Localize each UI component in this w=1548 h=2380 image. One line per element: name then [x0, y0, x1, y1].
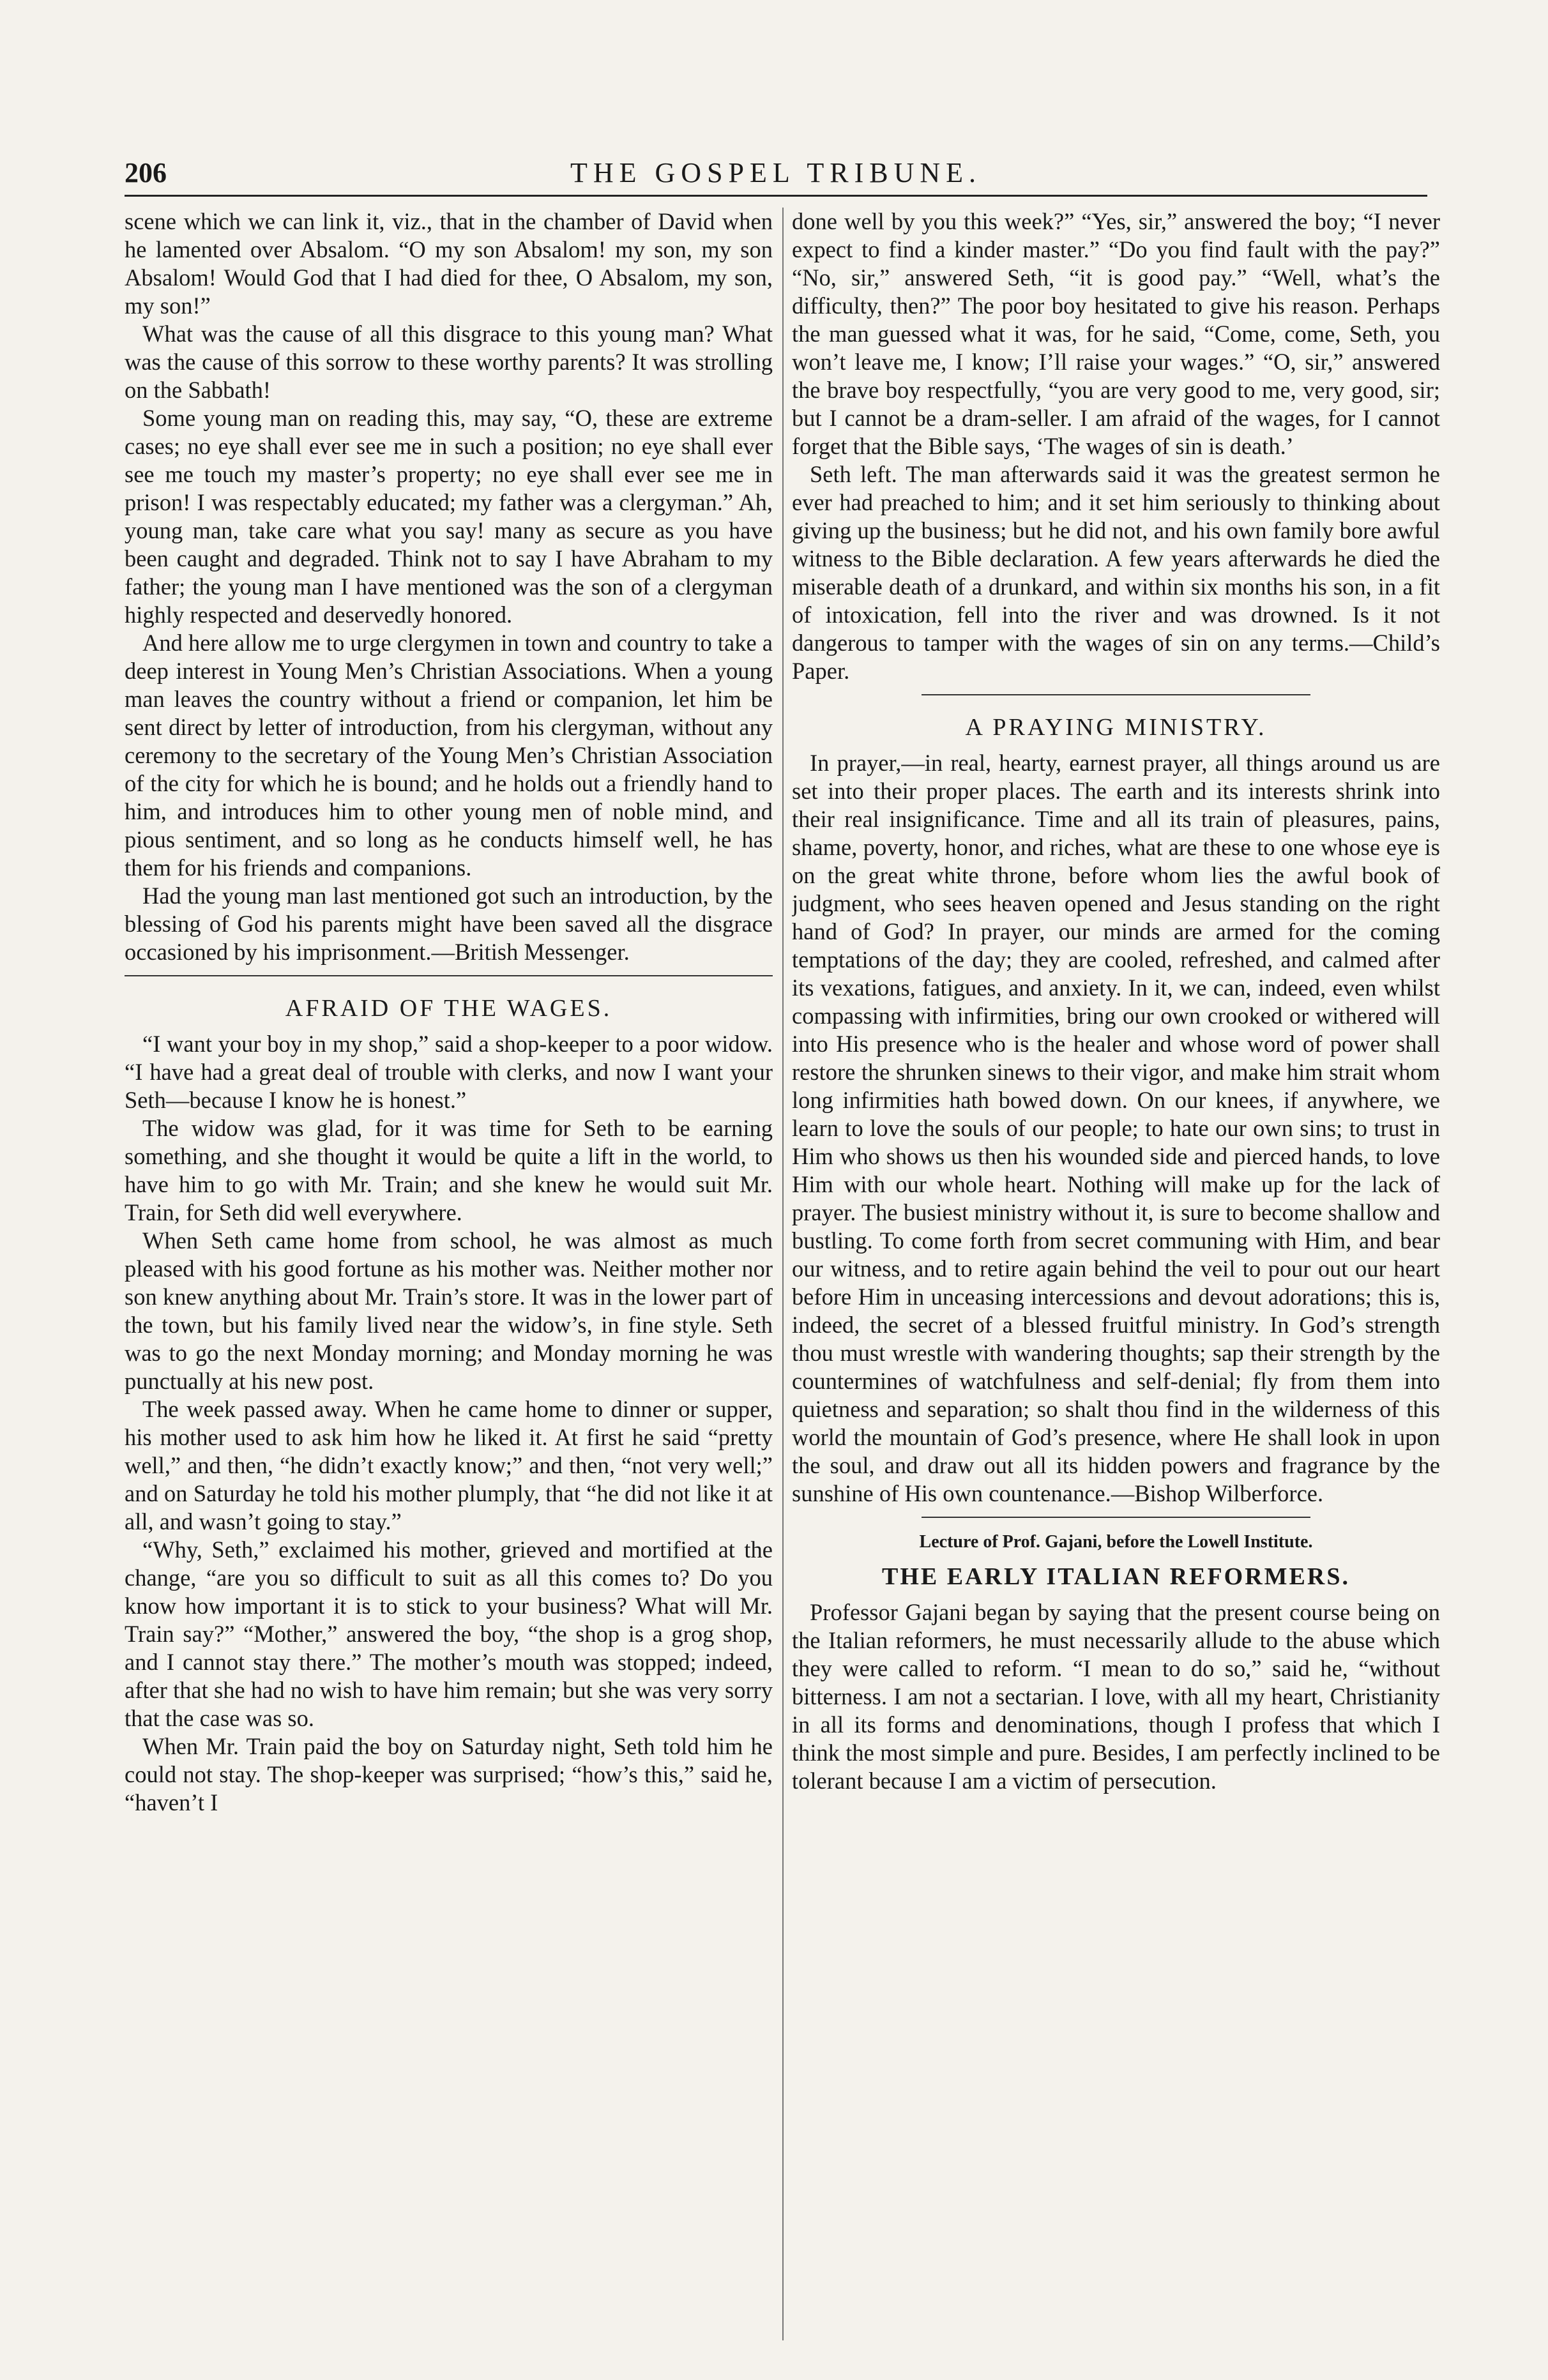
article-title: A PRAYING MINISTRY.	[965, 714, 1267, 741]
paragraph: The week passed away. When he came home to dinner or supper, his mother used to ask him how he liked it. At first he said “pretty well,” and then, “he didn’t exactly know;” and then, “not very well;” and on Saturday he told his mother plumply, that “he did not like it at all, and wasn’t going to stay.”	[125, 1396, 773, 1535]
paragraph: done well by you this week?” “Yes, sir,” answered the boy; “I never expect to find a kinder master.” “Do you find fault with the pay?” “No, sir,” answered Seth, “it is good pay.” “Well, what’s the difficulty, then?” The poor boy hesitated to give his reason. Perhaps the man guessed what it was, for he said, “Come, come, Seth, you won’t leave me, I know; I’ll raise your wages.” “O, sir,” answered the brave boy respectfully, “you are very good to me, very good, sir; but I cannot be a dram-seller. I am afraid of the wages, for I cannot forget that the Bible says, ‘The wages of sin is death.’	[792, 208, 1440, 459]
paragraph: And here allow me to urge clergymen in town and country to take a deep interest in Young Men’s Christian Associations. When a young man leaves the country without a friend or companion, let him be sent direct by letter of introduction, from his clergyman, without any ceremony to the secretary of the Young Men’s Christian Association of the city for which he is bound; and he holds out a friendly hand to him, and introduces him to other young men of noble mind, and pious sentiment, and so long as he conducts himself well, he has them for his friends and companions.	[125, 630, 773, 881]
article-title: AFRAID OF THE WAGES.	[285, 995, 612, 1022]
paragraph: In prayer,—in real, hearty, earnest prayer, all things around us are set into their proper places. The earth and its interests shrink into their real insignificance. Time and all its train of pleasures, pains, shame, poverty, honor, and riches, what are these to one whose eye is on the great white throne, before whom lies the awful book of judgment, who sees heaven opened and Jesus standing on the right hand of God? In prayer, our minds are armed for the coming temptations of the day; they are cooled, refreshed, and calmed after its vexations, fatigues, and anxiety. In it, we can, indeed, even whilst compassing with infirmities, bring our own crooked or withered will into His presence who is the healer and whose word of power shall restore the shrunken sinews to their vigor, and make him strait whom long infirmities hath bowed down. On our knees, if anywhere, we learn to love the souls of our people; to hate our own sins; to trust in Him who shows us then his wounded side and pierced hands, to love Him with our whole heart. Nothing will make up for the lack of prayer. The busiest ministry without it, is sure to become shallow and bustling. To come forth from secret communing with Him, and bear our witness, and to retire again behind the veil to pour out our heart before Him in unceasing intercessions and devout adorations; this is, indeed, the secret of a blessed fruitful ministry. In God’s strength thou must wrestle with wandering thoughts; sap their strength by the countermines of watchfulness and self-denial; fly from them into quietness and separation; so shalt thou find in the wilderness of this world the mountain of God’s presence, where He shall look in upon the soul, and draw out all its hidden powers and fragrance by the sunshine of His own countenance.—Bishop Wilberforce.	[792, 750, 1440, 1506]
column-divider	[782, 208, 784, 2340]
paragraph: Seth left. The man afterwards said it was the greatest sermon he ever had preached to him; and it set him seriously to thinking about giving up the business; but he did not, and his own family bore awful witness to the Bible declaration. A few years afterwards he died the miserable death of a drunkard, and within six months his son, in a fit of intoxication, fell into the river and was drowned. Is it not dangerous to tamper with the wages of sin on any terms.—Child’s Paper.	[792, 461, 1440, 684]
page-number: 206	[125, 157, 167, 188]
right-column	[792, 208, 1440, 2360]
paragraph: What was the cause of all this disgrace to this young man? What was the cause of this sorrow to these worthy parents? It was strolling on the Sabbath!	[125, 321, 773, 403]
paragraph: “I want your boy in my shop,” said a shop-keeper to a poor widow. “I have had a great deal of trouble with clerks, and now I want your Seth—because I know he is honest.”	[125, 1031, 773, 1113]
paragraph: scene which we can link it, viz., that in the chamber of David when he lamented over Absalom. “O my son Absalom! my son, my son Absalom! Would God that I had died for thee, O Absalom, my son, my son!”	[125, 208, 773, 319]
paragraph: Professor Gajani began by saying that the present course being on the Italian reformers, he must necessarily allude to the abuse which they were called to reform. “I mean to do so,” said he, “without bitterness. I am not a sectarian. I love, with all my heart, Christianity in all its forms and denominations, though I profess that which I think the most simple and pure. Besides, I am perfectly inclined to be tolerant because I am a victim of persecution.	[792, 1599, 1440, 1794]
paragraph: Some young man on reading this, may say, “O, these are extreme cases; no eye shall ever see me in such a position; no eye shall ever see me touch my master’s property; no eye shall ever see me in prison! I was respectably educated; my father was a clergyman.” Ah, young man, take care what you say! many as secure as you have been caught and degraded. Think not to say I have Abraham to my father; the young man I have mentioned was the son of a clergyman highly respected and deservedly honored.	[125, 405, 773, 628]
paragraph: The widow was glad, for it was time for Seth to be earning something, and she thought it would be quite a lift in the world, to have him to go with Mr. Train; and she knew he would suit Mr. Train, for Seth did well everywhere.	[125, 1115, 773, 1225]
left-column	[125, 208, 773, 2360]
header-rule	[125, 195, 1427, 197]
page-header	[125, 156, 1427, 188]
paragraph: When Mr. Train paid the boy on Saturday night, Seth told him he could not stay. The shop-keeper was surprised; “how’s this,” said he, “haven’t I	[125, 1733, 773, 1815]
section-rule	[922, 1517, 1310, 1518]
section-rule	[125, 975, 773, 976]
paragraph: Had the young man last mentioned got such an introduction, by the blessing of God his parents might have been saved all the disgrace occasioned by his imprisonment.—British Messenger.	[125, 883, 773, 965]
section-rule	[922, 694, 1310, 695]
paragraph: When Seth came home from school, he was almost as much pleased with his good fortune as his mother was. Neither mother nor son knew anything about Mr. Train’s store. It was in the lower part of the town, but his family lived near the widow’s, in fine style. Seth was to go the next Monday morning; and Monday morning he was punctually at his new post.	[125, 1227, 773, 1394]
article-title: THE EARLY ITALIAN REFORMERS.	[882, 1563, 1350, 1590]
lecture-note: Lecture of Prof. Gajani, before the Lowell Institute.	[919, 1532, 1313, 1552]
paragraph: “Why, Seth,” exclaimed his mother, grieved and mortified at the change, “are you so difficult to suit as all this comes to? Do you know how important it is to stick to your business? What will Mr. Train say?” “Mother,” answered the boy, “the shop is a grog shop, and I cannot stay there.” The mother’s mouth was stopped; indeed, after that she had no wish to have him remain; but she was very sorry that the case was so.	[125, 1536, 773, 1731]
running-head: THE GOSPEL TRIBUNE.	[570, 157, 982, 188]
